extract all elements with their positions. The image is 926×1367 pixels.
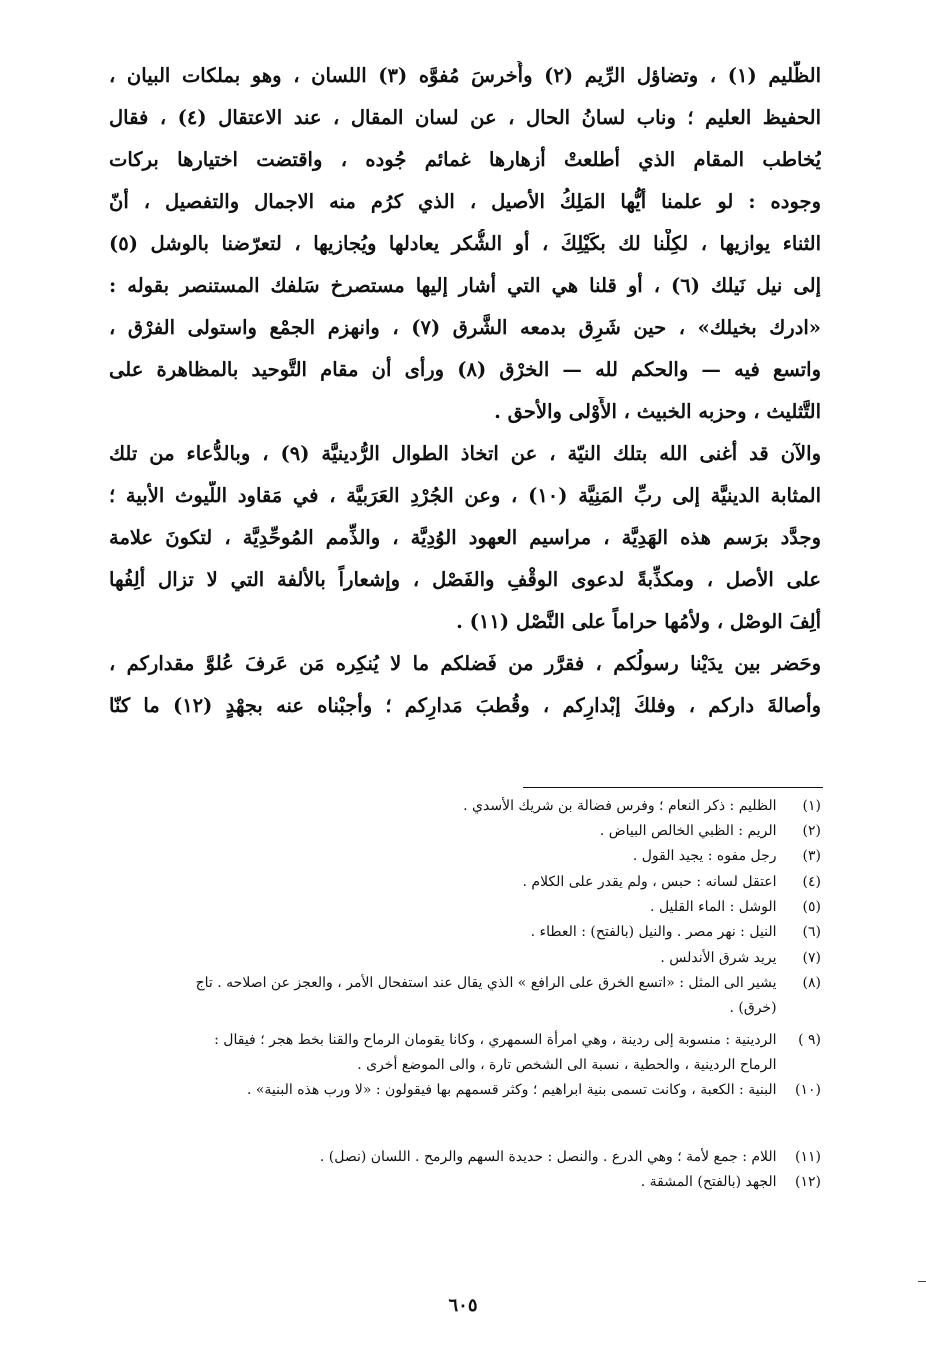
- footnote: [99, 947, 821, 969]
- footnote-number: (٤): [802, 874, 821, 890]
- footnote: [99, 795, 821, 817]
- body-line: وحَضر بين يدَيْنا رسولُكم ، فقرَّر من فَضلكم ما لا يُنكِره مَن عَرفَ عُلوَّ مقداركم ،: [109, 652, 821, 675]
- footnote-text: الوشل : الماء القليل .: [650, 899, 777, 915]
- footnote-text: البنية : الكعبة ، وكانت تسمى بنية ابراهيم ؛ وكثر قسمهم بها فيقولون : «لا ورب هذه البنية» .: [246, 1082, 777, 1098]
- footnote-number: (٣): [802, 848, 821, 864]
- footnote-number: (٥): [802, 899, 821, 915]
- scan-edge-mark: [918, 1281, 926, 1282]
- footnote-text: يشير الى المثل : «اتسع الخرق على الرافع » الذي يقال عند استفحال الأمر ، والعجز عن اصلاحه . تاج: [195, 975, 777, 991]
- footnote-text: (خرق) .: [729, 1000, 777, 1016]
- footnote-text: رجل مفوه : يجيد القول .: [632, 848, 777, 864]
- footnote-text: النيل : نهر مصر . والنيل (بالفتح) : العطاء .: [530, 924, 777, 940]
- footnote: [99, 921, 821, 943]
- body-line: وأصالةَ داركم ، وفلكَ إبْدارِكم ، وقُطبَ مَدارِكم ؛ وأجبْناه عنه بجهْدٍ (١٢) ما كنّا: [109, 694, 821, 717]
- footnote-number: (١٢): [795, 1174, 821, 1190]
- footnote-divider: [523, 787, 823, 788]
- body-line: والآن قد أغنى الله بتلك النيّة ، عن اتخاذ الطوال الرُّدينيَّة (٩) ، وبالدُّعاء من تلك: [109, 442, 821, 465]
- footnote-text: يريد شرق الأندلس .: [660, 950, 777, 966]
- body-line: إلى نيل نَيلك (٦) ، أو قلنا هي التي أشار إليها مستصرخ سَلفك المستنصر بقوله :: [109, 274, 821, 297]
- footnote-number: (٨): [802, 975, 821, 991]
- footnote: [99, 1171, 821, 1193]
- body-line: ألِفَ الوصْل ، ولأمُها حراماً على النَّصْل (١١) .: [456, 610, 821, 633]
- footnote-text: الجهد (بالفتح) المشقة .: [640, 1174, 777, 1190]
- footnote: [99, 1029, 821, 1051]
- footnote-number: (٢): [802, 823, 821, 839]
- footnote-number: (٩ ): [798, 1032, 821, 1048]
- footnote-text: اعتقل لسانه : حبس ، ولم يقدر على الكلام .: [522, 874, 777, 890]
- footnote-number: (١): [802, 798, 821, 814]
- footnote: [99, 1079, 821, 1101]
- footnote: [99, 1054, 821, 1076]
- body-line: يُخاطب المقام الذي أطلعتْ أزهارها غمائم جُوده ، واقتضت اختيارها بركات: [109, 148, 821, 171]
- body-line: التَّثليث ، وحزبه الخبيث ، الأَوْلى والأحق .: [494, 400, 821, 423]
- page-number: ٦٠٥: [448, 1295, 478, 1316]
- footnote-text: الرماح الردينية ، والحطية ، نسبة الى الشخص تارة ، والى الموضع أخرى .: [357, 1057, 777, 1073]
- footnote-number: (٦): [802, 924, 821, 940]
- footnote: [99, 820, 821, 842]
- footnote: [99, 896, 821, 918]
- footnote: [99, 871, 821, 893]
- footnote-number: (١١): [795, 1149, 821, 1165]
- footnote: [99, 997, 821, 1019]
- footnote: [99, 1146, 821, 1168]
- footnote: [99, 845, 821, 867]
- footnote-text: الظليم : ذكر النعام ؛ وفرس فضالة بن شريك الأسدي .: [463, 798, 777, 814]
- body-line: «ادرك بخيلك» ، حين شَرِق بدمعه الشَّرق (٧) ، وانهزم الجمْع واستولى الفرْق ،: [109, 316, 821, 339]
- body-line: وجدَّد برَسم هذه الهَدِيَّة ، مراسيم العهود الوُدِيَّة ، والذِّمم المُوحِّدِيَّة ، لتكونَ علامة: [109, 526, 821, 549]
- body-line: على الأصل ، ومكذِّبةً لدعوى الوقْفِ والفَصْل ، وإشعاراً بالألفة التي لا تزال ألِفُها: [109, 568, 821, 591]
- footnote: [99, 972, 821, 994]
- body-line: واتسع فيه — والحكم لله — الخرْق (٨) ورأى أن مقام التَّوحيد بالمظاهرة على: [109, 358, 821, 381]
- footnote-text: اللام : جمع لأمة ؛ وهي الدرع . والنصل : حديدة السهم والرمح . اللسان (نصل) .: [319, 1149, 777, 1165]
- footnote-number: (١٠): [795, 1082, 821, 1098]
- body-line: وجوده : لو علمنا أيُّها المَلِكُ الأصيل ، الذي كرُم منه الاجمال والتفصيل ، أنّ: [109, 190, 821, 213]
- body-line: الحفيظ العليم ؛ وناب لسانُ الحال ، عن لسان المقال ، عند الاعتقال (٤) ، فقال: [109, 106, 821, 129]
- footnote-text: الريم : الظبي الخالص البياض .: [599, 823, 777, 839]
- body-line: المثابة الدينيَّة إلى ربِّ المَنِيَّة (١٠) ، وعن الجُرْدِ العَرَبيَّة ، في مَقاود اللُّيوث الأبية ؛: [109, 484, 821, 507]
- body-line: الظَّليم (١) ، وتضاؤل الرِّيم (٢) وأُخرسَ مُفوَّه (٣) اللسان ، وهو بملكات البيان ،: [109, 64, 821, 87]
- footnote-number: (٧): [802, 950, 821, 966]
- footnote-text: الردينية : منسوبة إلى ردينة ، وهي امرأة السمهري ، وكانا يقومان الرماح والقنا بخط هجر ؛ فيقال :: [214, 1032, 777, 1048]
- body-line: الثناء يوازيها ، لكِلْنا لك بكَيْلِكَ ، أو الشُّكر يعادلها ويُجازيها ، لتعرّضنا بالوشل (٥): [109, 232, 821, 255]
